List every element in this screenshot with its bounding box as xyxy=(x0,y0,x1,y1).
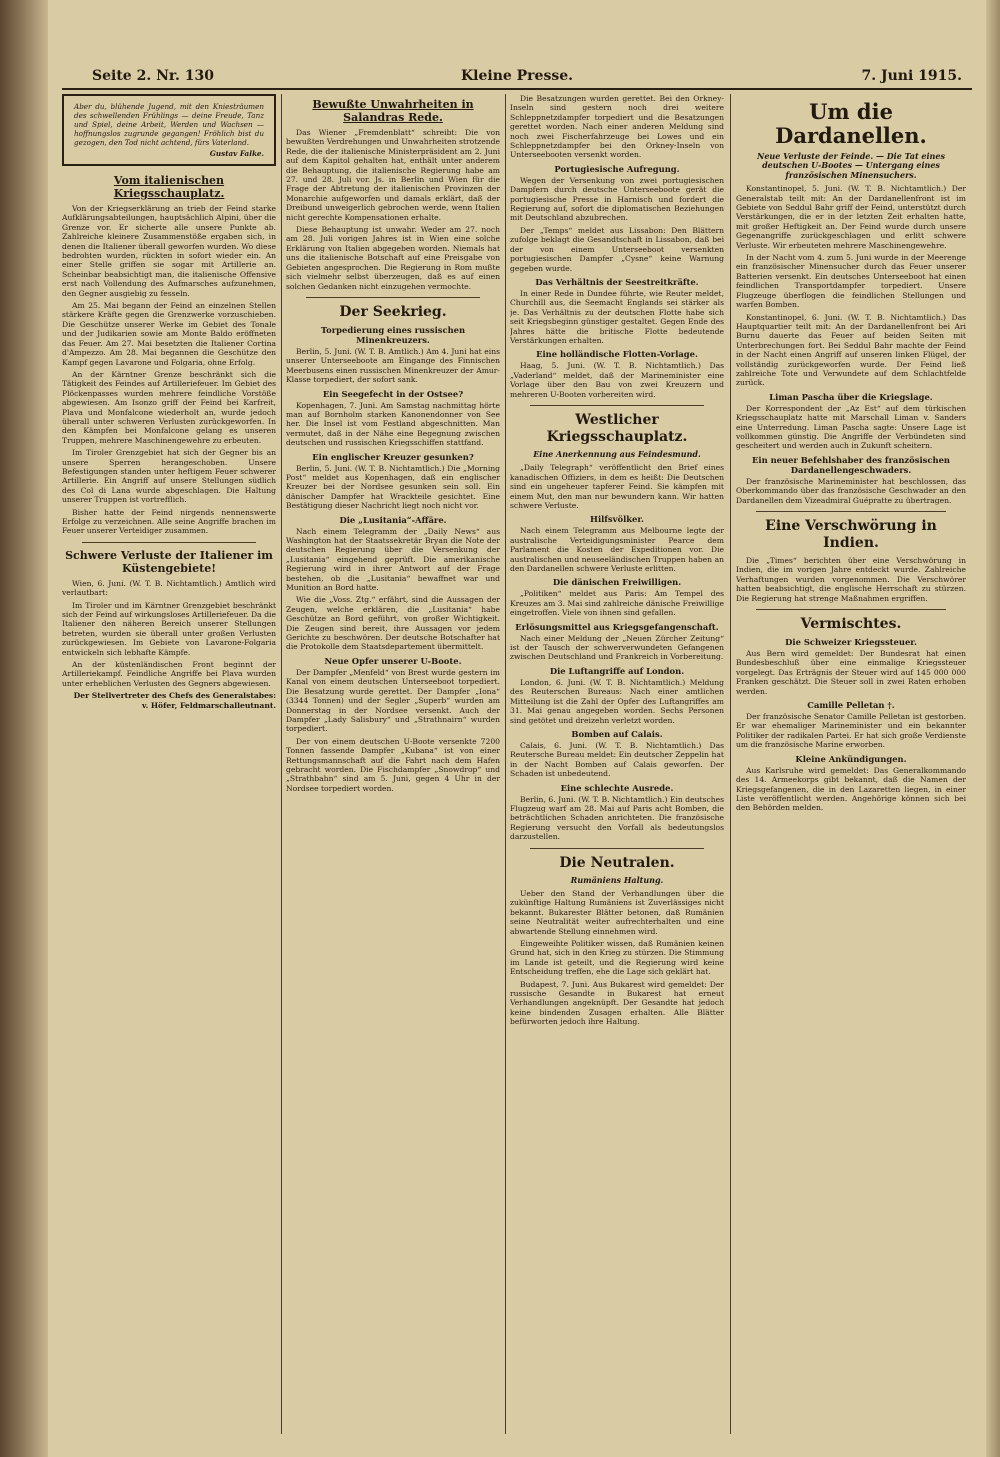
article-paragraph: Der französische Marineminister hat beschlossen, das Oberkommando über das französische Geschwader an den Dardanellen dem Vizeadmiral Guépratte zu übertragen. xyxy=(736,476,966,505)
signature: Der Stellvertreter des Chefs des Generalstabes: v. Höfer, Feldmarschalleutnant. xyxy=(73,691,276,710)
lead-subheadline: Neue Verluste der Feinde. — Die Tat eines deutschen U-Bootes — Untergang eines französischen Minensuchers. xyxy=(757,151,945,180)
divider xyxy=(756,511,946,512)
article-paragraph: Eingeweihte Politiker wissen, daß Rumänien keinen Grund hat, sich in den Krieg zu stürzen. Die Stimmung im Lande ist geteilt, und die Regierung wird keine Entscheidung treffen, ehe die Lage sich geklärt hat. xyxy=(510,939,724,977)
article-paragraph: Aus Karlsruhe wird gemeldet: Das Generalkommando des 14. Armeekorps gibt bekannt, daß die Namen der Kriegsgefangenen, die in den Lazaretten liegen, in einer Liste veröffentlicht werden. Angehörige können sich bei den Behörden melden. xyxy=(736,765,966,813)
divider xyxy=(530,848,704,849)
article-subheadline: Camille Pelletan †. xyxy=(807,700,895,711)
article-subheadline: Die „Lusitania“-Affäre. xyxy=(339,514,447,525)
article-paragraph: Der von einem deutschen U-Boote versenkte 7200 Tonnen fassende Dampfer „Kubana“ ist von einer Rettungsmannschaft auf die Fahrt nach dem Hafen gebracht worden. Die Fischdampfer „Snowdrop“ und „Strathbahn“ sind am 5. Juni, gegen 4 Uhr in der Nordsee torpediert worden. xyxy=(286,736,500,793)
article-paragraph: An der Kärntner Grenze beschränkt sich die Tätigkeit des Feindes auf Artilleriefeuer. Im Gebiet des Plöckenpasses wurden mehrere feindliche Vorstöße abgewiesen. Am Isonzo griff der Feind bei Karfreit, Plava und Monfalcone wiederholt an, wurde jedoch überall unter schweren Verlusten zurückgeworfen. In den Kämpfen bei Monfalcone gelang es unseren Truppen, mehrere Maschinengewehre zu erbeuten. xyxy=(62,369,276,445)
article-subheadline: Eine schlechte Ausrede. xyxy=(560,782,674,793)
divider xyxy=(306,297,480,298)
section-headline: Westlicher Kriegsschauplatz. xyxy=(546,411,688,445)
article-paragraph: Das Wiener „Fremdenblatt“ schreibt: Die von bewußten Verdrehungen und Unwahrheiten strotzende Rede, die der italienische Ministerpräsident am 2. Juni auf dem Kapitol gehalten hat, enthält unter anderem die Behauptung, die italienische Regierung habe am 27. und 28. Juli vor. Js. in Berlin und Wien für die Frage der Abtretung der italienischen Provinzen der Monarchie aufgeworfen und damals erklärt, daß der Dreibund unweigerlich gebrochen werde, wenn Italien nicht gerechte Kompensationen erhalte. xyxy=(286,128,500,222)
column-rule xyxy=(505,94,506,1434)
article-paragraph: Kopenhagen, 7. Juni. Am Samstag nachmittag hörte man auf Bornholm starken Kanonendonner von See her. Die Insel ist vom Festland abgeschnitten. Man vermutet, daß in der Nähe eine Begegnung zwischen deutschen und russischen Kriegsschiffen stattfand. xyxy=(286,400,500,448)
article-paragraph: London, 6. Juni. (W. T. B. Nichtamtlich.) Meldung des Reuterschen Bureaus: Nach einer amtlichen Mitteilung ist die Zahl der Opfer des Luftangriffes am 31. Mai genau angegeben worden. Sechs Personen sind getötet und dreizehn verletzt worden. xyxy=(510,677,724,725)
article-paragraph: Diese Behauptung ist unwahr. Weder am 27. noch am 28. Juli vorigen Jahres ist in Wien eine solche Erklärung von Italien abgegeben worden. Niemals hat uns die italienische Botschaft auf eine Preisgabe von Gebieten angesprochen. Die Regierung in Rom mußte sich vielmehr selbst überzeugen, daß es auf einen solchen Gedanken nicht einzugehen vermochte. xyxy=(286,225,500,291)
article-paragraph: Am 25. Mai begann der Feind an einzelnen Stellen stärkere Kräfte gegen die Grenzwerke vorzuschieben. Die Geschütze unserer Werke im Gebiet des Tonale und der Judikarien sowie am Monte Baldo eröffneten das Feuer. Am 27. Mai besetzten die Italiener Cortina d'Ampezzo. Am 28. Mai begannen die Geschütze den Kampf gegen Lavarone und Folgaria, ohne Erfolg. xyxy=(62,301,276,367)
article-paragraph: Der „Temps“ meldet aus Lissabon: Den Blättern zufolge beklagt die Gesandtschaft in Lissabon, daß bei der von einem Unterseeboot versenkten portugiesischen Dampfer „Cysne“ keine Warnung gegeben wurde. xyxy=(510,225,724,273)
column-1 xyxy=(62,94,276,1434)
article-subheadline: Bomben auf Calais. xyxy=(571,728,663,739)
article-paragraph: Nach einem Telegramm der „Daily News“ aus Washington hat der Staatssekretär Bryan die Note der deutschen Regierung über die Versenkung der „Lusitania“ eingehend geprüft. Die amerikanische Regierung wird in ihrer Antwort auf der Frage bestehen, ob die „Lusitania“ bewaffnet war und Munition an Bord hatte. xyxy=(286,526,500,593)
article-paragraph: Ueber den Stand der Verhandlungen über die zukünftige Haltung Rumäniens ist Zuverlässiges nicht bekannt. Bukarester Blätter betonen, daß Rumänien seine Neutralität weiter aufrechterhalten und eine abwartende Stellung einnehmen wird. xyxy=(510,888,724,936)
section-headline: Eine Verschwörung in Indien. xyxy=(765,518,937,551)
article-paragraph: Der französische Senator Camille Pelletan ist gestorben. Er war ehemaliger Marineminister und ein bekannter Politiker der radikalen Partei. Er hat sich große Verdienste um die französische Marine erworben. xyxy=(736,712,966,750)
lead-headline: Um die Dardanellen. xyxy=(775,99,927,148)
article-headline: Bewußte Unwahrheiten in Salandras Rede. xyxy=(312,98,474,124)
page-header xyxy=(62,64,972,90)
article-paragraph: Der Dampfer „Menfeld“ von Brest wurde gestern im Kanal von einem deutschen Unterseeboot torpediert. Die Besatzung wurde gerettet. Der Dampfer „Iona“ (3344 Tonnen) und der Segler „Superb“ wurden am Donnerstag in der Nordsee versenkt. Auch der Dampfer „Lady Salisbury“ und „Strathnairn“ wurden torpediert. xyxy=(286,667,500,734)
article-paragraph: In der Nacht vom 4. zum 5. Juni wurde in der Meerenge ein französischer Minensucher durch das Feuer unserer Batterien versenkt. Ein deutsches Unterseeboot hat einen feindlichen Transportdampfer torpediert. Unsere Flugzeuge überflogen die feindlichen Stellungen und warfen Bomben. xyxy=(736,253,966,310)
article-headline: Schwere Verluste der Italiener im Küstengebiete! xyxy=(65,548,273,575)
article-paragraph: Budapest, 7. Juni. Aus Bukarest wird gemeldet: Der russische Gesandte in Bukarest hat erneut Verhandlungen angeknüpft. Der Gesandte hat jedoch keine bindenden Zusagen erhalten. Alle Blätter befürworten jedoch ihre Haltung. xyxy=(510,979,724,1027)
article-subheadline: Die Luftangriffe auf London. xyxy=(549,665,685,676)
article-subheadline: Neue Opfer unserer U-Boote. xyxy=(324,655,462,666)
article-subheadline: Erlösungsmittel aus Kriegsgefangenschaft. xyxy=(515,621,719,632)
article-paragraph: Calais, 6. Juni. (W. T. B. Nichtamtlich.) Das Reutersche Bureau meldet: Ein deutscher Zeppelin hat in der Nacht Bomben auf Calais geworfen. Der Schaden ist unbedeutend. xyxy=(510,740,724,779)
column-rule xyxy=(281,94,282,1434)
poem-text: Aber du, blühende Jugend, mit den Kniesträumen des schwellenden Frühlings — deine Freude, Tanz und Spiel, deine Arbeit, Werden und Wachsen — hoffnungslos zugrunde gegangen! Fröhlich bist du gezogen, den Tod nicht achtend, fürs Vaterland. xyxy=(74,102,264,147)
column-rule xyxy=(730,94,731,1434)
article-subheadline: Torpedierung eines russischen Minenkreuzers. xyxy=(320,324,466,345)
article-paragraph: Wegen der Versenkung von zwei portugiesischen Dampfern durch deutsche Unterseeboote gerät die portugiesische Presse in Harnisch und fordert die Regierung auf, sofort die diplomatischen Beziehungen mit Deutschland abzubrechen. xyxy=(510,175,724,223)
column-3 xyxy=(510,94,724,1434)
page-binding xyxy=(0,0,48,1457)
article-subheadline: Ein neuer Befehlshaber des französischen Dardanellengeschwaders. xyxy=(752,454,950,475)
section-headline: Vermischtes. xyxy=(800,616,902,633)
divider xyxy=(530,405,704,406)
article-paragraph: Berlin, 5. Juni. (W. T. B. Nichtamtlich.) Die „Morning Post“ meldet aus Kopenhagen, daß ein englischer Kreuzer bei der Nordsee gesunken sein soll. Ein dänischer Dampfer hat Wrackteile gesichtet. Eine Bestätigung dieser Nachricht liegt noch nicht vor. xyxy=(286,463,500,511)
article-paragraph: „Daily Telegraph“ veröffentlicht den Brief eines kanadischen Offiziers, in dem es heißt: Die Deutschen sind ein ungeheuer tapferer Feind. Sie kämpfen mit einem Mut, den man nur bewundern kann. Wir hatten schwere Verluste. xyxy=(510,463,724,510)
article-subheadline: Die dänischen Freiwilligen. xyxy=(552,577,682,588)
article-paragraph: Berlin, 5. Juni. (W. T. B. Amtlich.) Am 4. Juni hat eins unserer Unterseeboote am Eingange des Finnischen Meerbusens einen russischen Minenkreuzer der Amur-Klasse torpediert, der sofort sank. xyxy=(286,346,500,385)
article-paragraph: Von der Kriegserklärung an trieb der Feind starke Aufklärungsabteilungen, hauptsächlich Alpini, über die Grenze vor. Er sicherte alle unsere Punkte ab. Zahlreiche kleinere Zusammenstöße ergaben sich, in denen die Italiener überall geworfen wurden. Wo diese bedrohten wurden, rückten in sofort wieder ein. An einer Stelle griffen sie sogar mit Artillerie an. Scheinbar beabsichtigt man, die italienische Offensive erst nach Vollendung des Aufmarsches aufzunehmen, den Gegner ausgiebig zu fesseln. xyxy=(62,204,276,298)
article-subheadline: Das Verhältnis der Seestreitkräfte. xyxy=(535,276,699,287)
divider xyxy=(756,609,946,610)
article-paragraph: „Politiken“ meldet aus Paris: Am Tempel des Kreuzes am 3. Mai sind zahlreiche dänische Freiwillige eingetroffen. Viele von ihnen sind gefallen. xyxy=(510,589,724,618)
article-paragraph: Die „Times“ berichten über eine Verschwörung in Indien, die im vorigen Jahre entdeckt wurde. Zahlreiche Verhaftungen wurden vorgenommen. Die Verschwörer hatten beabsichtigt, die englische Herrschaft zu stürzen. Die Regierung hat strenge Maßnahmen ergriffen. xyxy=(736,556,966,603)
article-subheadline: Die Schweizer Kriegssteuer. xyxy=(785,637,917,648)
article-paragraph: Der Korrespondent der „Az Est“ auf dem türkischen Kriegsschauplatz hatte mit Marschall Liman v. Sanders eine Unterredung. Liman Pascha sagte: Unsere Lage ist vollkommen günstig. Die Angriffe der Verbündeten sind gescheitert und werden auch in Zukunft scheitern. xyxy=(736,403,966,451)
article-subheadline: Ein englischer Kreuzer gesunken? xyxy=(312,451,474,462)
section-subheadline: Rumäniens Haltung. xyxy=(570,874,664,885)
poem-author: Gustav Falke. xyxy=(209,149,264,158)
section-subheadline: Eine Anerkennung aus Feindesmund. xyxy=(533,448,701,459)
article-paragraph: Wie die „Voss. Ztg.“ erfährt, sind die Aussagen der Zeugen, welche erklären, die „Lusitania“ habe Geschütze an Bord geführt, von großer Wichtigkeit. Die Zeugen sind bereit, ihre Aussagen vor jedem Gerichte zu beschwören. Der deutsche Botschafter hat die Protokolle dem Staatsdepartement übermittelt. xyxy=(286,595,500,652)
article-subheadline: Hilfsvölker. xyxy=(590,514,644,525)
column-2 xyxy=(286,94,500,1434)
article-paragraph: An der küstenländischen Front beginnt der Artilleriekampf. Feindliche Angriffe bei Plava wurden unter erheblichen Verlusten des Gegners abgewiesen. xyxy=(62,660,276,688)
masthead: Kleine Presse. xyxy=(460,68,574,84)
article-subheadline: Kleine Ankündigungen. xyxy=(795,753,907,764)
article-paragraph: Die Besatzungen wurden gerettet. Bei den Orkney-Inseln sind gestern noch drei weitere Schleppnetzdampfer torpediert und die Besatzungen gerettet worden. Nach einer anderen Meldung sind noch zwei Fischerfahrzeuge bei Lowes und ein Schleppnetzdampfer bei den Orkney-Inseln von Unterseebooten versenkt worden. xyxy=(510,94,724,160)
page-number: Seite 2. Nr. 130 xyxy=(92,68,214,84)
divider xyxy=(82,542,256,543)
article-paragraph: Berlin, 6. Juni. (W. T. B. Nichtamtlich.) Ein deutsches Flugzeug warf am 28. Mai auf Paris acht Bomben, die beträchtlichen Schaden anrichteten. Die französische Regierung versucht den Vorfall als bedeutungslos darzustellen. xyxy=(510,794,724,842)
article-subheadline: Liman Pascha über die Kriegslage. xyxy=(769,391,933,402)
article-paragraph: Bisher hatte der Feind nirgends nennenswerte Erfolge zu verzeichnen. Alle seine Angriffe brachen im Feuer unserer Verteidiger zusammen. xyxy=(62,507,276,536)
article-paragraph: Konstantinopel, 6. Juni. (W. T. B. Nichtamtlich.) Das Hauptquartier teilt mit: An der Dardanellenfront bei Ari Burnu dauerte das Feuer auf beiden Seiten mit Unterbrechungen fort. Bei Seddul Bahr machte der Feind in der Nacht einen Angriff auf unseren linken Flügel, der vollständig zurückgeworfen wurde. Der Feind ließ zahlreiche Tote und Verwundete auf dem Schlachtfelde zurück. xyxy=(736,312,966,388)
article-paragraph: Nach einem Telegramm aus Melbourne legte der australische Verteidigungsminister Pearce dem Parlament die Kosten der Expeditionen vor. Die australischen und neuseeländischen Truppen haben an den Dardanellen schwere Verluste erlitten. xyxy=(510,526,724,574)
article-paragraph: Nach einer Meldung der „Neuen Zürcher Zeitung“ ist der Tausch der schwerverwundeten Gefangenen zwischen Deutschland und Frankreich in Vorbereitung. xyxy=(510,633,724,662)
article-paragraph: Haag, 5. Juni. (W. T. B. Nichtamtlich.) Das „Vaderland“ meldet, daß der Marineminister eine Vorlage über den Bau von zwei Kreuzern und mehreren U-Booten vorbereiten wird. xyxy=(510,361,724,399)
article-subheadline: Portugiesische Aufregung. xyxy=(554,163,680,174)
article-paragraph: Im Tiroler und im Kärntner Grenzgebiet beschränkt sich der Feind auf wirkungsloses Artilleriefeuer. Da die Italiener den näheren Bereich unserer Stellungen betreten, wurden sie überall unter großen Verlusten zurückgewiesen. Im Gebiete von Lavarone-Folgaria entwickeln sich lebhafte Kämpfe. xyxy=(62,600,276,657)
article-paragraph: Konstantinopel, 5. Juni. (W. T. B. Nichtamtlich.) Der Generalstab teilt mit: An der Dardanellenfront ist im Gebiete von Seddul Bahr griff der Feind, unterstützt durch Verstärkungen, die er in der letzten Zeit erhalten hatte, mit großer Heftigkeit an. Der Feind wurde durch unsere Gegenangriffe zurückgeschlagen und erlitt schwere Verluste. Wir erbeuteten mehrere Maschinengewehre. xyxy=(736,184,966,250)
section-headline: Die Neutralen. xyxy=(559,854,675,871)
article-subheadline: Ein Seegefecht in der Ostsee? xyxy=(322,388,464,399)
column-4 xyxy=(736,94,966,1434)
issue-date: 7. Juni 1915. xyxy=(861,68,962,84)
article-paragraph: In einer Rede in Dundee führte, wie Reuter meldet, Churchill aus, die Seemacht Englands sei stärker als je. Das Verhältnis zu der deutschen Flotte habe sich seit Kriegsbeginn günstiger gestaltet. Gegen Ende des Jahres hätte die britische Flotte bedeutende Verstärkungen erhalten. xyxy=(510,288,724,345)
article-paragraph: Wien, 6. Juni. (W. T. B. Nichtamtlich.) Amtlich wird verlautbart: xyxy=(62,578,276,598)
article-paragraph: Im Tiroler Grenzgebiet hat sich der Gegner bis an unsere Sperren herangeschoben. Unsere Befestigungen standen unter heftigem Feuer schwerer Artillerie. Ein Angriff auf unsere Stellungen südlich des Col di Lana wurde abgeschlagen. Die Haltung unserer Truppen ist vortrefflich. xyxy=(62,448,276,505)
page-edge xyxy=(986,0,1000,1457)
section-headline: Der Seekrieg. xyxy=(339,303,447,320)
poem-box xyxy=(62,94,276,166)
article-headline: Vom italienischen Kriegsschauplatz. xyxy=(113,174,225,200)
article-subheadline: Eine holländische Flotten-Vorlage. xyxy=(536,349,698,360)
article-paragraph: Aus Bern wird gemeldet: Der Bundesrat hat einen Bundesbeschluß über eine einmalige Kriegssteuer vorgelegt. Das Erträgnis der Steuer wird auf 145 000 000 Franken geschätzt. Die Steuer soll in zwei Raten erhoben werden. xyxy=(736,649,966,696)
